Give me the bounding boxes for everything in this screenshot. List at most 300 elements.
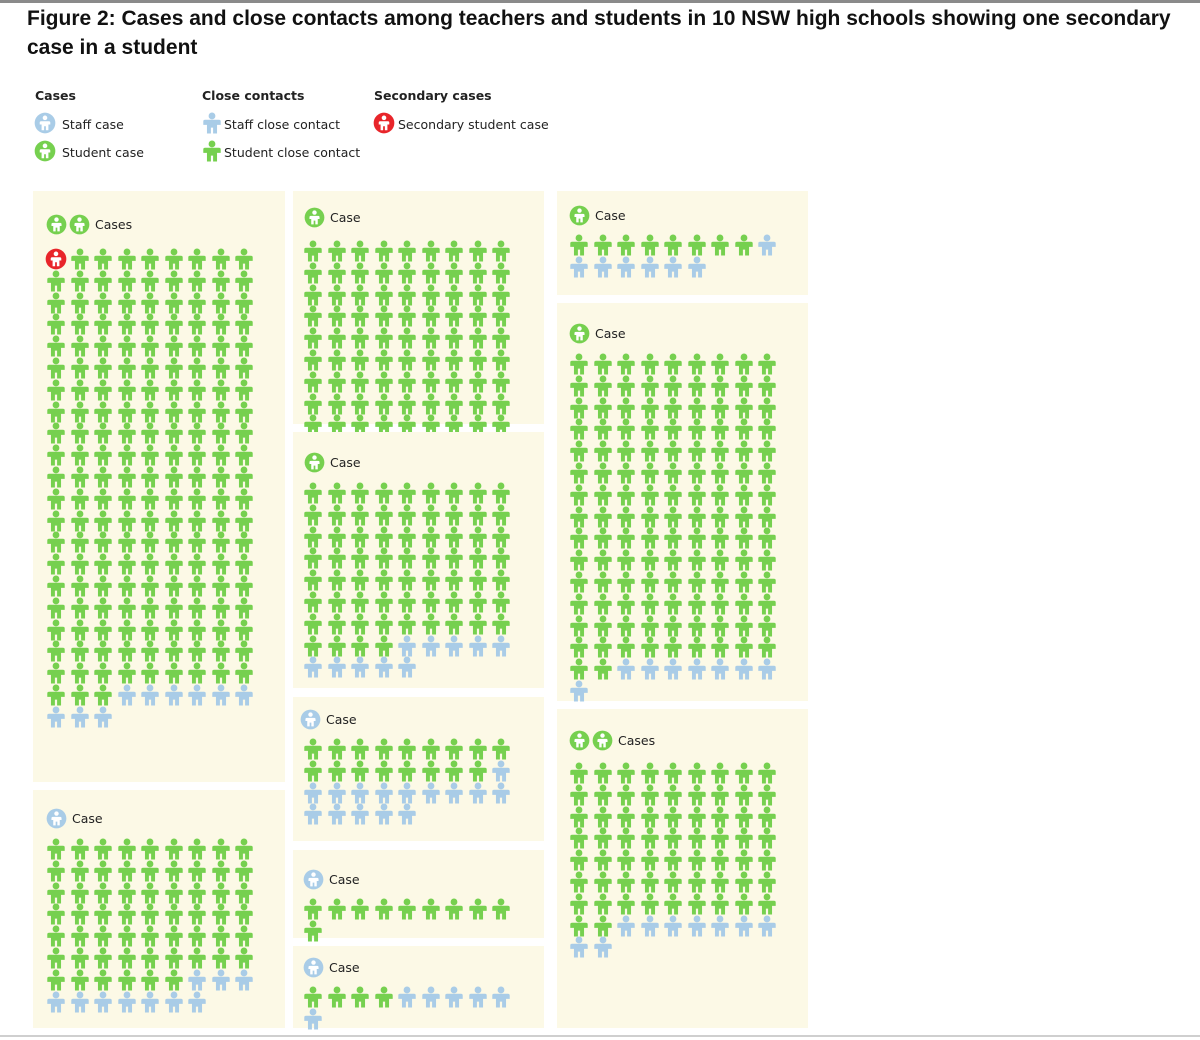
student-contact-icon	[302, 393, 324, 415]
student-contact-icon	[756, 571, 778, 593]
student-contact-icon	[163, 860, 185, 882]
student-contact-icon	[592, 506, 614, 528]
student-contact-icon	[186, 947, 208, 969]
student-contact-icon	[615, 484, 637, 506]
student-contact-icon	[568, 806, 590, 828]
student-contact-icon	[396, 898, 418, 920]
student-contact-icon	[568, 462, 590, 484]
student-contact-icon	[592, 806, 614, 828]
student-contact-icon	[686, 484, 708, 506]
staff-contact-icon	[45, 991, 67, 1013]
school-panel-label: Case	[326, 712, 357, 727]
staff-contact-icon	[615, 915, 637, 937]
school-panel-header	[303, 957, 360, 978]
student-contact-icon	[615, 636, 637, 658]
student-contact-icon	[69, 838, 91, 860]
student-contact-icon	[420, 240, 442, 262]
student-contact-icon	[139, 969, 161, 991]
student-contact-icon	[443, 526, 465, 548]
student-contact-icon	[396, 262, 418, 284]
figure-title: Figure 2: Cases and close contacts among teachers and students in 10 NSW high schools showing one secondary case in a student	[27, 7, 1171, 59]
student-contact-icon	[686, 762, 708, 784]
student-contact-icon	[210, 575, 232, 597]
student-contact-icon	[639, 527, 661, 549]
student-contact-icon	[92, 925, 114, 947]
student-contact-icon	[568, 506, 590, 528]
student-contact-icon	[615, 440, 637, 462]
student-contact-icon	[756, 440, 778, 462]
student-contact-icon	[326, 760, 348, 782]
student-contact-icon	[210, 882, 232, 904]
student-contact-icon	[139, 510, 161, 532]
student-contact-icon	[686, 615, 708, 637]
student-contact-icon	[302, 738, 324, 760]
student-contact-icon	[69, 947, 91, 969]
staff-contact-icon	[396, 635, 418, 657]
student-contact-icon	[373, 738, 395, 760]
staff-contact-icon	[639, 256, 661, 278]
student-contact-icon	[686, 593, 708, 615]
staff-contact-icon	[116, 991, 138, 1013]
student-contact-icon	[467, 613, 489, 635]
student-contact-icon	[163, 488, 185, 510]
student-contact-icon	[163, 466, 185, 488]
student-contact-icon	[349, 240, 371, 262]
student-contact-icon	[92, 684, 114, 706]
student-contact-icon	[326, 635, 348, 657]
student-contact-icon	[639, 571, 661, 593]
staff-contact-icon	[326, 782, 348, 804]
student-contact-icon	[233, 925, 255, 947]
staff-contact-icon	[490, 782, 512, 804]
student-contact-icon	[615, 353, 637, 375]
student-contact-icon	[709, 397, 731, 419]
staff-contact-icon	[201, 112, 223, 134]
student-contact-icon	[639, 397, 661, 419]
student-contact-icon	[45, 292, 67, 314]
student-contact-icon	[326, 305, 348, 327]
student-contact-icon	[733, 636, 755, 658]
student-contact-icon	[420, 613, 442, 635]
student-contact-icon	[467, 591, 489, 613]
student-contact-icon	[210, 444, 232, 466]
student-contact-icon	[92, 422, 114, 444]
student-contact-icon	[186, 882, 208, 904]
student-contact-icon	[233, 401, 255, 423]
school-panel-label: Case	[330, 210, 361, 225]
student-contact-icon	[592, 915, 614, 937]
student-contact-icon	[420, 482, 442, 504]
student-contact-icon	[69, 640, 91, 662]
staff-contact-icon	[686, 658, 708, 680]
student-contact-icon	[186, 662, 208, 684]
staff-contact-icon	[467, 986, 489, 1008]
student-contact-icon	[756, 827, 778, 849]
student-contact-icon	[349, 371, 371, 393]
student-contact-icon	[733, 893, 755, 915]
student-contact-icon	[116, 640, 138, 662]
student-contact-icon	[373, 760, 395, 782]
student-contact-icon	[733, 784, 755, 806]
staff-contact-icon	[186, 969, 208, 991]
student-contact-icon	[756, 418, 778, 440]
student-contact-icon	[92, 510, 114, 532]
student-contact-icon	[420, 526, 442, 548]
student-contact-icon	[45, 925, 67, 947]
student-contact-icon	[69, 684, 91, 706]
student-contact-icon	[615, 593, 637, 615]
student-contact-icon	[116, 379, 138, 401]
student-contact-icon	[615, 462, 637, 484]
student-contact-icon	[686, 571, 708, 593]
staff-contact-icon	[373, 782, 395, 804]
student-contact-icon	[709, 806, 731, 828]
student-contact-icon	[662, 849, 684, 871]
student-contact-icon	[686, 440, 708, 462]
student-contact-icon	[420, 284, 442, 306]
student-contact-icon	[45, 860, 67, 882]
student-contact-icon	[615, 827, 637, 849]
student-contact-icon	[210, 531, 232, 553]
student-contact-icon	[326, 738, 348, 760]
student-contact-icon	[163, 292, 185, 314]
student-contact-icon	[92, 335, 114, 357]
student-contact-icon	[756, 375, 778, 397]
student-contact-icon	[139, 488, 161, 510]
student-contact-icon	[443, 898, 465, 920]
student-contact-icon	[709, 571, 731, 593]
student-contact-icon	[615, 784, 637, 806]
student-contact-icon	[92, 292, 114, 314]
student-contact-icon	[139, 313, 161, 335]
student-contact-icon	[326, 482, 348, 504]
student-contact-icon	[420, 591, 442, 613]
student-contact-icon	[163, 270, 185, 292]
student-contact-icon	[490, 305, 512, 327]
student-contact-icon	[210, 488, 232, 510]
student-contact-icon	[302, 305, 324, 327]
student-contact-icon	[420, 569, 442, 591]
staff-contact-icon	[396, 656, 418, 678]
staff-contact-icon	[116, 684, 138, 706]
student-contact-icon	[163, 335, 185, 357]
student-contact-icon	[163, 882, 185, 904]
student-contact-icon	[709, 636, 731, 658]
student-contact-icon	[490, 349, 512, 371]
student-contact-icon	[467, 371, 489, 393]
student-contact-icon	[490, 371, 512, 393]
staff-contact-icon	[92, 706, 114, 728]
student-contact-icon	[186, 838, 208, 860]
student-contact-icon	[420, 327, 442, 349]
legend-label-student-close-contact: Student close contact	[224, 145, 361, 160]
student-contact-icon	[490, 898, 512, 920]
student-contact-icon	[92, 575, 114, 597]
student-contact-icon	[756, 806, 778, 828]
student-contact-icon	[163, 248, 185, 270]
student-contact-icon	[186, 640, 208, 662]
student-case-icon	[592, 730, 613, 751]
student-contact-icon	[420, 262, 442, 284]
student-contact-icon	[420, 349, 442, 371]
student-contact-icon	[349, 305, 371, 327]
student-contact-icon	[45, 903, 67, 925]
student-contact-icon	[92, 379, 114, 401]
student-contact-icon	[116, 597, 138, 619]
student-contact-icon	[302, 526, 324, 548]
student-contact-icon	[443, 327, 465, 349]
staff-contact-icon	[396, 782, 418, 804]
student-contact-icon	[396, 738, 418, 760]
student-contact-icon	[116, 466, 138, 488]
staff-contact-icon	[756, 234, 778, 256]
student-contact-icon	[568, 440, 590, 462]
student-contact-icon	[302, 504, 324, 526]
student-contact-icon	[186, 444, 208, 466]
student-contact-icon	[709, 827, 731, 849]
student-contact-icon	[686, 418, 708, 440]
staff-contact-icon	[92, 991, 114, 1013]
student-contact-icon	[490, 393, 512, 415]
student-contact-icon	[233, 335, 255, 357]
school-panel-header	[46, 214, 132, 235]
student-contact-icon	[420, 504, 442, 526]
staff-contact-icon	[186, 684, 208, 706]
staff-contact-icon	[443, 635, 465, 657]
student-contact-icon	[396, 526, 418, 548]
student-contact-icon	[92, 969, 114, 991]
student-contact-icon	[69, 270, 91, 292]
student-contact-icon	[163, 422, 185, 444]
student-contact-icon	[69, 575, 91, 597]
student-contact-icon	[443, 305, 465, 327]
staff-contact-icon	[233, 969, 255, 991]
student-contact-icon	[733, 615, 755, 637]
student-contact-icon	[69, 379, 91, 401]
student-contact-icon	[568, 893, 590, 915]
student-contact-icon	[686, 353, 708, 375]
student-contact-icon	[639, 506, 661, 528]
student-contact-icon	[709, 375, 731, 397]
student-contact-icon	[396, 482, 418, 504]
student-contact-icon	[69, 313, 91, 335]
legend-label-staff-case: Staff case	[62, 117, 124, 132]
student-contact-icon	[733, 397, 755, 419]
student-contact-icon	[686, 784, 708, 806]
student-contact-icon	[186, 466, 208, 488]
student-contact-icon	[69, 401, 91, 423]
student-contact-icon	[490, 613, 512, 635]
student-contact-icon	[662, 527, 684, 549]
student-contact-icon	[92, 401, 114, 423]
student-contact-icon	[709, 593, 731, 615]
student-contact-icon	[92, 662, 114, 684]
student-contact-icon	[116, 357, 138, 379]
student-contact-icon	[568, 658, 590, 680]
student-contact-icon	[92, 444, 114, 466]
student-contact-icon	[756, 893, 778, 915]
student-contact-icon	[163, 925, 185, 947]
school-panel-header	[303, 869, 360, 890]
student-contact-icon	[639, 375, 661, 397]
staff-case-icon	[303, 957, 324, 978]
student-contact-icon	[116, 969, 138, 991]
student-contact-icon	[349, 284, 371, 306]
staff-case-icon	[303, 869, 324, 890]
student-contact-icon	[92, 882, 114, 904]
student-contact-icon	[139, 575, 161, 597]
student-contact-icon	[186, 379, 208, 401]
student-contact-icon	[639, 440, 661, 462]
student-contact-icon	[326, 393, 348, 415]
student-contact-icon	[210, 248, 232, 270]
student-contact-icon	[756, 849, 778, 871]
student-contact-icon	[639, 871, 661, 893]
legend-heading-close-contacts: Close contacts	[202, 88, 305, 103]
student-contact-icon	[756, 462, 778, 484]
student-contact-icon	[373, 349, 395, 371]
student-contact-icon	[662, 871, 684, 893]
student-contact-icon	[662, 440, 684, 462]
student-contact-icon	[639, 353, 661, 375]
student-contact-icon	[443, 482, 465, 504]
student-contact-icon	[733, 827, 755, 849]
student-contact-icon	[686, 527, 708, 549]
student-contact-icon	[233, 466, 255, 488]
student-contact-icon	[69, 662, 91, 684]
student-contact-icon	[615, 527, 637, 549]
student-contact-icon	[467, 526, 489, 548]
student-contact-icon	[45, 619, 67, 641]
student-contact-icon	[302, 591, 324, 613]
student-contact-icon	[163, 444, 185, 466]
student-contact-icon	[396, 569, 418, 591]
student-contact-icon	[615, 506, 637, 528]
student-contact-icon	[302, 262, 324, 284]
student-contact-icon	[373, 569, 395, 591]
student-contact-icon	[373, 240, 395, 262]
student-contact-icon	[116, 444, 138, 466]
student-contact-icon	[709, 893, 731, 915]
student-contact-icon	[163, 531, 185, 553]
student-contact-icon	[592, 593, 614, 615]
student-contact-icon	[163, 947, 185, 969]
student-contact-icon	[639, 893, 661, 915]
student-contact-icon	[490, 240, 512, 262]
student-contact-icon	[45, 488, 67, 510]
student-contact-icon	[163, 510, 185, 532]
student-contact-icon	[568, 527, 590, 549]
student-contact-icon	[45, 270, 67, 292]
student-contact-icon	[116, 248, 138, 270]
student-contact-icon	[116, 903, 138, 925]
student-contact-icon	[662, 462, 684, 484]
student-contact-icon	[233, 531, 255, 553]
staff-contact-icon	[69, 991, 91, 1013]
student-contact-icon	[733, 527, 755, 549]
student-contact-icon	[733, 234, 755, 256]
student-contact-icon	[396, 349, 418, 371]
secondary-case-icon	[373, 112, 395, 134]
student-contact-icon	[210, 640, 232, 662]
student-contact-icon	[686, 375, 708, 397]
student-contact-icon	[116, 422, 138, 444]
student-contact-icon	[69, 466, 91, 488]
student-contact-icon	[733, 353, 755, 375]
student-contact-icon	[92, 357, 114, 379]
student-contact-icon	[396, 305, 418, 327]
student-contact-icon	[662, 784, 684, 806]
student-case-icon	[46, 214, 67, 235]
student-contact-icon	[443, 613, 465, 635]
student-contact-icon	[373, 371, 395, 393]
school-panel-label: Case	[72, 811, 103, 826]
student-contact-icon	[233, 662, 255, 684]
student-contact-icon	[373, 327, 395, 349]
student-contact-icon	[349, 327, 371, 349]
student-contact-icon	[69, 292, 91, 314]
student-contact-icon	[733, 462, 755, 484]
student-contact-icon	[467, 738, 489, 760]
school-panel-header	[569, 730, 655, 751]
student-contact-icon	[592, 549, 614, 571]
student-contact-icon	[420, 371, 442, 393]
student-contact-icon	[443, 284, 465, 306]
staff-contact-icon	[163, 991, 185, 1013]
student-contact-icon	[709, 849, 731, 871]
student-contact-icon	[139, 882, 161, 904]
student-contact-icon	[592, 484, 614, 506]
student-contact-icon	[686, 549, 708, 571]
student-contact-icon	[349, 986, 371, 1008]
staff-contact-icon	[420, 635, 442, 657]
student-contact-icon	[302, 569, 324, 591]
student-contact-icon	[568, 849, 590, 871]
student-contact-icon	[116, 313, 138, 335]
student-contact-icon	[139, 466, 161, 488]
staff-contact-icon	[349, 782, 371, 804]
student-contact-icon	[186, 357, 208, 379]
student-contact-icon	[233, 510, 255, 532]
student-contact-icon	[709, 762, 731, 784]
student-contact-icon	[45, 422, 67, 444]
student-contact-icon	[302, 482, 324, 504]
student-contact-icon	[210, 466, 232, 488]
student-contact-icon	[163, 575, 185, 597]
student-contact-icon	[302, 240, 324, 262]
staff-contact-icon	[568, 936, 590, 958]
student-contact-icon	[639, 849, 661, 871]
staff-contact-icon	[373, 656, 395, 678]
student-contact-icon	[186, 270, 208, 292]
student-contact-icon	[490, 569, 512, 591]
student-contact-icon	[233, 270, 255, 292]
student-contact-icon	[233, 882, 255, 904]
student-contact-icon	[443, 371, 465, 393]
student-contact-icon	[662, 636, 684, 658]
student-contact-icon	[163, 357, 185, 379]
student-contact-icon	[490, 738, 512, 760]
student-contact-icon	[186, 335, 208, 357]
student-contact-icon	[45, 313, 67, 335]
student-contact-icon	[490, 547, 512, 569]
student-contact-icon	[45, 553, 67, 575]
staff-contact-icon	[139, 991, 161, 1013]
student-contact-icon	[139, 925, 161, 947]
student-contact-icon	[139, 860, 161, 882]
student-contact-icon	[233, 292, 255, 314]
student-contact-icon	[116, 575, 138, 597]
